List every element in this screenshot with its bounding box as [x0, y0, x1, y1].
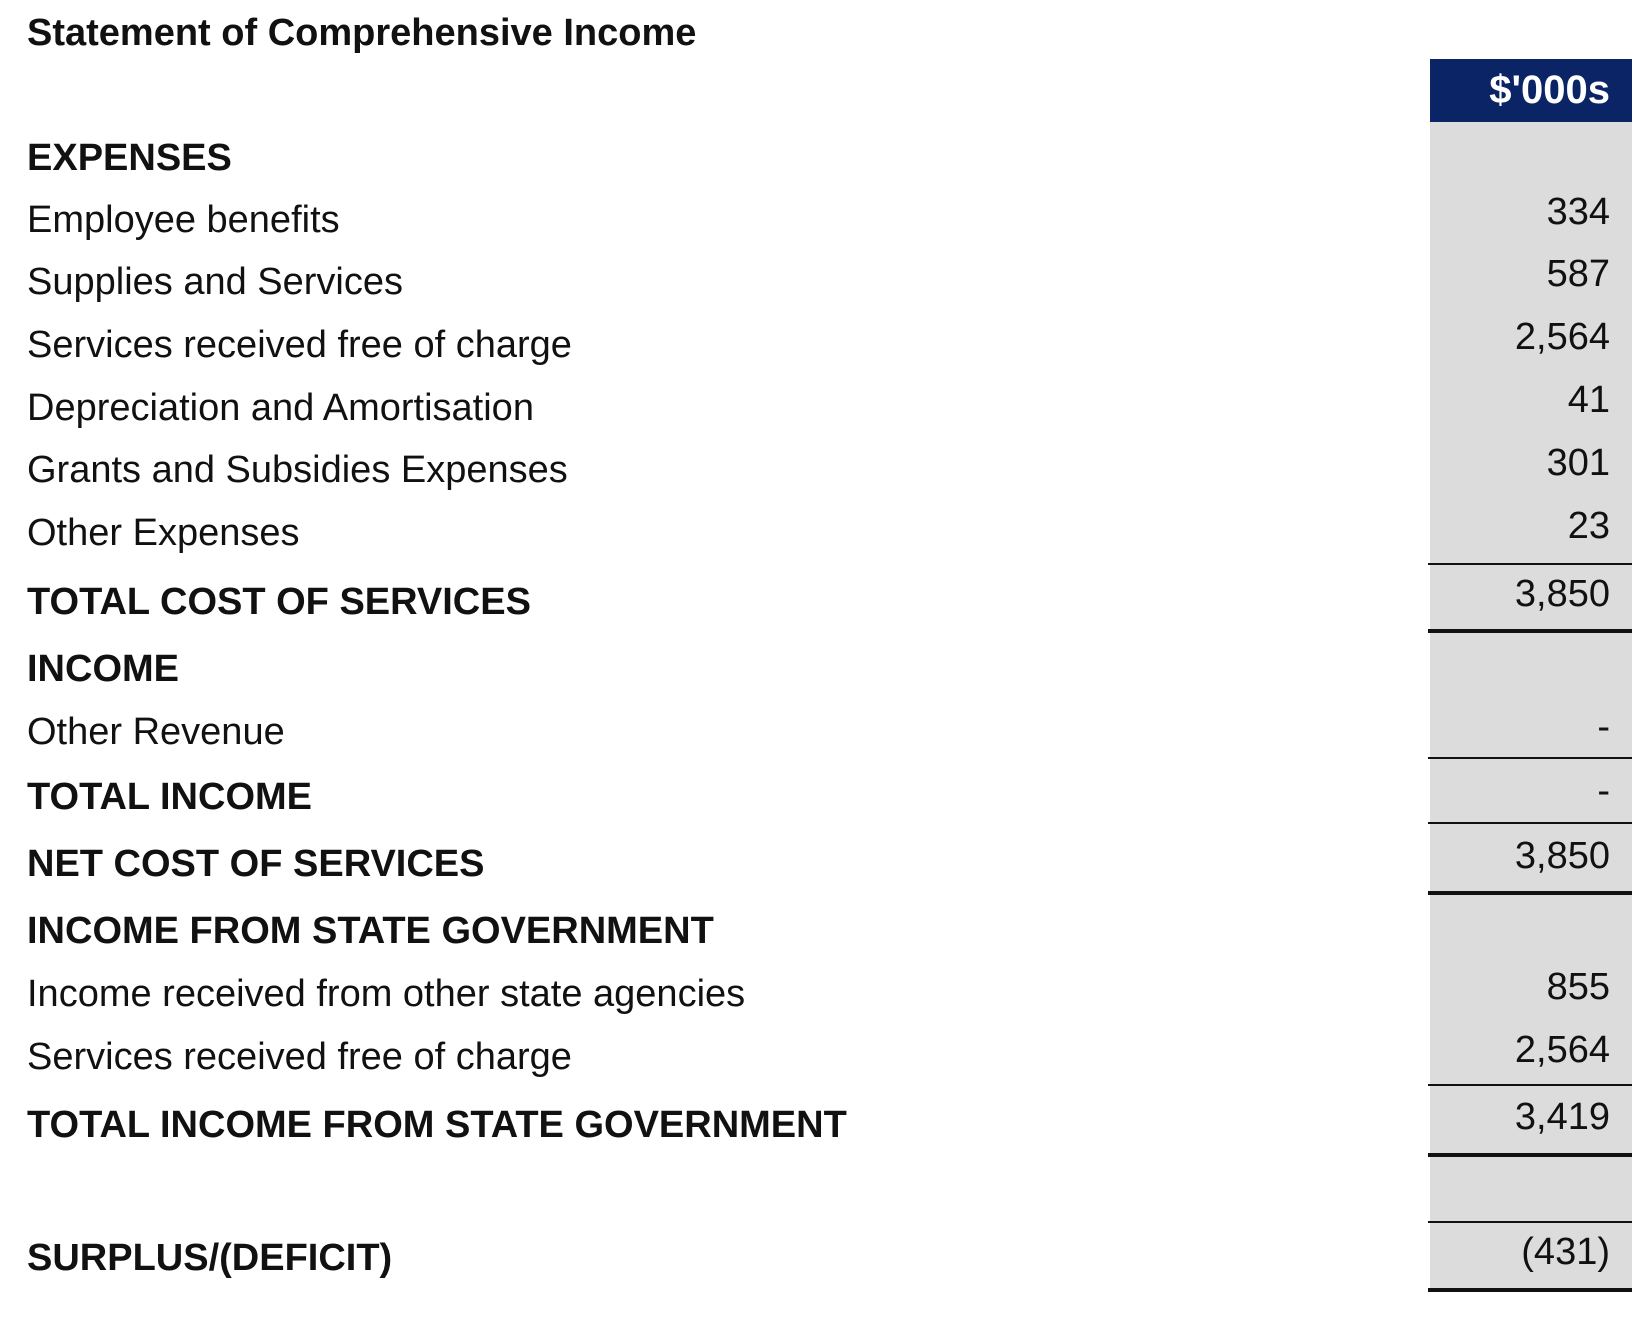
row-value-services-free-of-charge-expense: 2,564 — [1514, 316, 1610, 358]
row-label-other-expenses: Other Expenses — [27, 512, 300, 554]
section-heading-state-government: INCOME FROM STATE GOVERNMENT — [27, 910, 714, 952]
subtotal-rule — [1428, 822, 1632, 824]
row-value-surplus-deficit: (431) — [1521, 1231, 1610, 1273]
row-label-total-cost-of-services: TOTAL COST OF SERVICES — [27, 581, 531, 623]
row-value-net-cost-of-services: 3,850 — [1514, 835, 1610, 877]
row-value-services-free-of-charge-income: 2,564 — [1514, 1029, 1610, 1071]
subtotal-rule — [1428, 757, 1632, 759]
row-value-total-income: - — [1597, 770, 1610, 812]
row-label-income-other-agencies: Income received from other state agencies — [27, 973, 746, 1015]
row-value-income-other-agencies: 855 — [1546, 966, 1610, 1008]
row-value-other-revenue: - — [1597, 706, 1610, 748]
row-label-services-free-of-charge-expense: Services received free of charge — [27, 324, 572, 366]
page-title: Statement of Comprehensive Income — [27, 12, 697, 54]
total-rule — [1428, 629, 1632, 633]
row-value-other-expenses: 23 — [1567, 505, 1610, 547]
row-value-total-cost-of-services: 3,850 — [1514, 573, 1610, 615]
subtotal-rule — [1428, 563, 1632, 565]
subtotal-rule — [1428, 1084, 1632, 1086]
row-value-depreciation: 41 — [1567, 379, 1610, 421]
subtotal-rule — [1428, 1221, 1632, 1223]
row-value-total-income-state-government: 3,419 — [1514, 1096, 1610, 1138]
total-rule — [1428, 1288, 1632, 1292]
row-label-total-income-state-government: TOTAL INCOME FROM STATE GOVERNMENT — [27, 1104, 847, 1146]
row-value-supplies-and-services: 587 — [1546, 253, 1610, 295]
column-header: $'000s — [1430, 59, 1632, 122]
row-label-surplus-deficit: SURPLUS/(DEFICIT) — [27, 1237, 393, 1279]
section-heading-expenses: EXPENSES — [27, 137, 232, 179]
row-label-other-revenue: Other Revenue — [27, 711, 285, 753]
row-value-employee-benefits: 334 — [1546, 191, 1610, 233]
row-label-total-income: TOTAL INCOME — [27, 776, 312, 818]
row-label-grants-and-subsidies: Grants and Subsidies Expenses — [27, 449, 568, 491]
total-rule — [1428, 891, 1632, 895]
row-label-services-free-of-charge-income: Services received free of charge — [27, 1036, 572, 1078]
row-label-employee-benefits: Employee benefits — [27, 199, 340, 241]
total-rule — [1428, 1153, 1632, 1157]
row-value-grants-and-subsidies: 301 — [1546, 442, 1610, 484]
row-label-supplies-and-services: Supplies and Services — [27, 261, 403, 303]
row-label-net-cost-of-services: NET COST OF SERVICES — [27, 843, 485, 885]
row-label-depreciation: Depreciation and Amortisation — [27, 387, 534, 429]
section-heading-income: INCOME — [27, 648, 179, 690]
